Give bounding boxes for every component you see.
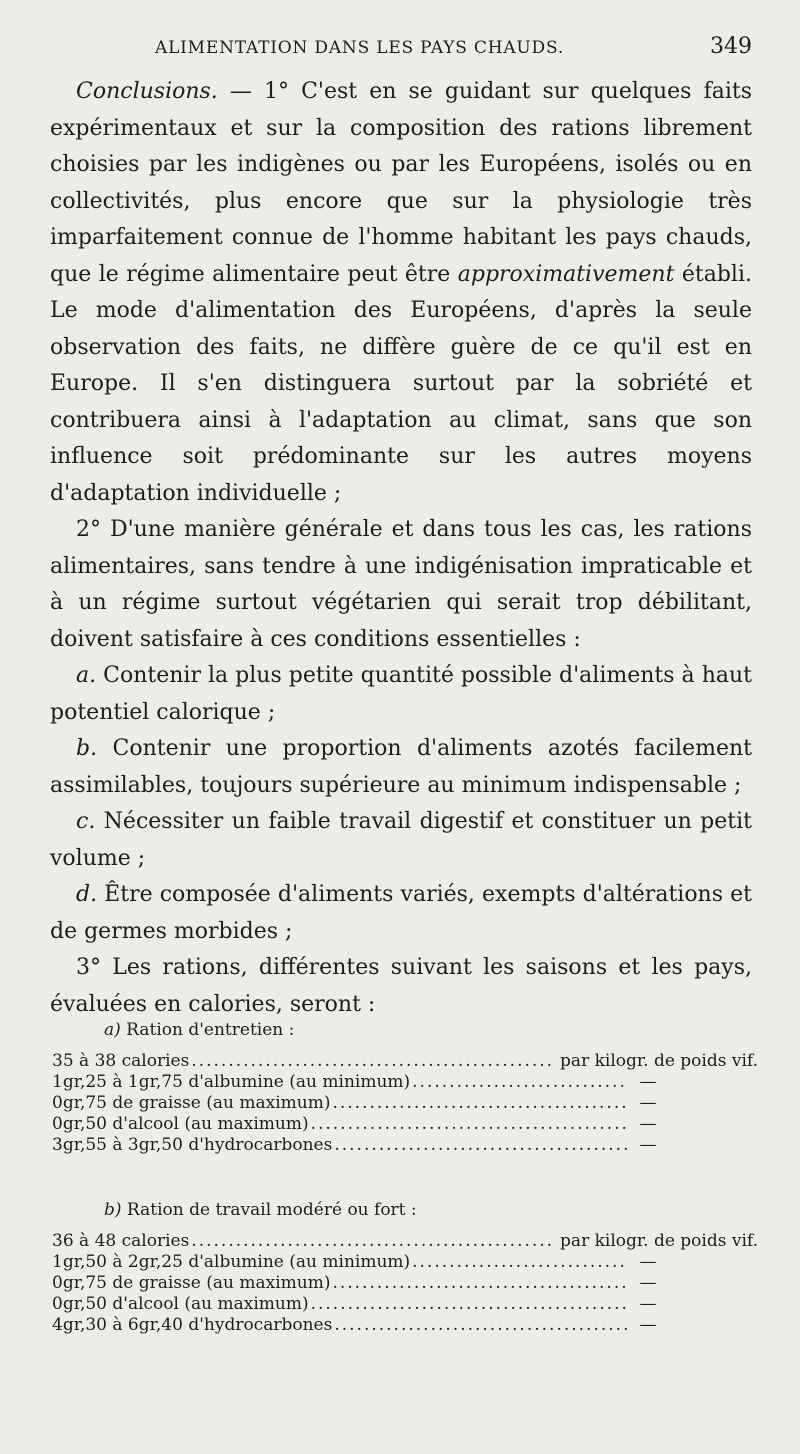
condition-c: [50, 804, 752, 877]
row-label: 0gr,50 d'alcool (au maximum): [52, 1294, 309, 1314]
row-label: 1gr,25 à 1gr,75 d'albumine (au minimum): [52, 1072, 411, 1092]
leader-dots: [412, 1252, 628, 1273]
condition-text: Être composée d'aliments variés, exempts d'altérations et de germes morbides ;: [50, 882, 752, 944]
condition-a: [50, 658, 752, 731]
ration-row: [52, 1315, 758, 1336]
leader-dots: [334, 1315, 628, 1336]
leader-dots: [311, 1114, 628, 1135]
condition-letter: b.: [76, 736, 98, 761]
condition-letter: a.: [76, 663, 97, 688]
paragraph-text: établi. Le mode d'alimentation des Européens, d'après la seule observation des faits, ne diffère guère de ce qu'il est en Europe. Il s'en distinguera surtout par la sobriété et contribuera ainsi à l'adaptation au climat, sans que son influence soit prédominante sur les autres moyens d'adaptation individuelle ;: [50, 261, 752, 506]
ration-letter: b): [104, 1200, 122, 1220]
ration-title-text: Ration de travail modéré ou fort :: [121, 1200, 417, 1220]
leader-dots: [334, 1135, 628, 1156]
row-unit: —: [639, 1114, 657, 1134]
ration-title-text: Ration d'entretien :: [120, 1020, 295, 1040]
ration-row: [52, 1252, 758, 1273]
ration-row: [52, 1114, 758, 1135]
body-text: [50, 74, 752, 1023]
running-title: ALIMENTATION DANS LES PAYS CHAUDS.: [155, 38, 565, 58]
row-label: 1gr,50 à 2gr,25 d'albumine (au minimum): [52, 1252, 411, 1272]
paragraph-conditions: 2° D'une manière générale et dans tous les cas, les rations alimentaires, sans tendre à une indigénisation impraticable et à un régime surtout végétarien qui serait trop débilitant, doivent satisfaire à ces conditions essentielles :: [50, 517, 752, 652]
row-unit: —: [639, 1093, 657, 1113]
condition-b: [50, 731, 752, 804]
ration-row: [52, 1051, 758, 1072]
leader-dots: [311, 1294, 628, 1315]
row-label: 36 à 48 calories: [52, 1231, 190, 1251]
row-unit: —: [639, 1252, 657, 1272]
page-number: 349: [710, 34, 752, 59]
ration-title: [52, 1020, 758, 1041]
leader-dots: [332, 1093, 628, 1114]
row-label: 4gr,30 à 6gr,40 d'hydrocarbones: [52, 1315, 333, 1335]
ration-row: [52, 1294, 758, 1315]
running-header: [155, 34, 752, 59]
row-unit: —: [639, 1072, 657, 1092]
row-label: 0gr,50 d'alcool (au maximum): [52, 1114, 309, 1134]
row-label: 35 à 38 calories: [52, 1051, 190, 1071]
conclusions-heading: Conclusions.: [76, 79, 218, 104]
ration-travail: [52, 1200, 758, 1336]
ration-letter: a): [104, 1020, 121, 1040]
condition-letter: d.: [76, 882, 98, 907]
condition-d: [50, 877, 752, 950]
row-label: 3gr,55 à 3gr,50 d'hydrocarbones: [52, 1135, 333, 1155]
row-unit: —: [639, 1294, 657, 1314]
row-unit: par kilogr. de poids vif.: [560, 1051, 758, 1071]
condition-text: Contenir une proportion d'aliments azotés facilement assimilables, toujours supérieure au minimum indispensable ;: [50, 736, 752, 798]
ration-entretien: [52, 1020, 758, 1156]
ration-row: [52, 1273, 758, 1294]
paragraph-conclusions: [50, 74, 752, 512]
condition-text: Nécessiter un faible travail digestif et constituer un petit volume ;: [50, 809, 752, 871]
condition-letter: c.: [76, 809, 96, 834]
leader-dots: [412, 1072, 628, 1093]
row-unit: par kilogr. de poids vif.: [560, 1231, 758, 1251]
emphasis-text: approximativement: [457, 261, 675, 287]
leader-dots: [332, 1273, 628, 1294]
ration-row: [52, 1135, 758, 1156]
leader-dots: [191, 1051, 554, 1072]
condition-text: Contenir la plus petite quantité possible d'aliments à haut potentiel calorique ;: [50, 663, 752, 725]
row-unit: —: [639, 1315, 657, 1335]
row-unit: —: [639, 1135, 657, 1155]
ration-row: [52, 1093, 758, 1114]
paragraph-rations: 3° Les rations, différentes suivant les saisons et les pays, évaluées en calories, seront :: [50, 955, 752, 1017]
row-label: 0gr,75 de graisse (au maximum): [52, 1093, 331, 1113]
ration-row: [52, 1231, 758, 1252]
ration-title: [52, 1200, 758, 1221]
row-label: 0gr,75 de graisse (au maximum): [52, 1273, 331, 1293]
leader-dots: [191, 1231, 554, 1252]
paragraph-text: — 1° C'est en se guidant sur quelques faits expérimentaux et sur la composition des rations librement choisies par les indigènes ou par les Européens, isolés ou en collectivités, plus encore que sur la physiologie très imparfaitement connue de l'homme habitant les pays chauds, que le régime alimentaire peut être: [50, 79, 752, 287]
row-unit: —: [639, 1273, 657, 1293]
ration-row: [52, 1072, 758, 1093]
